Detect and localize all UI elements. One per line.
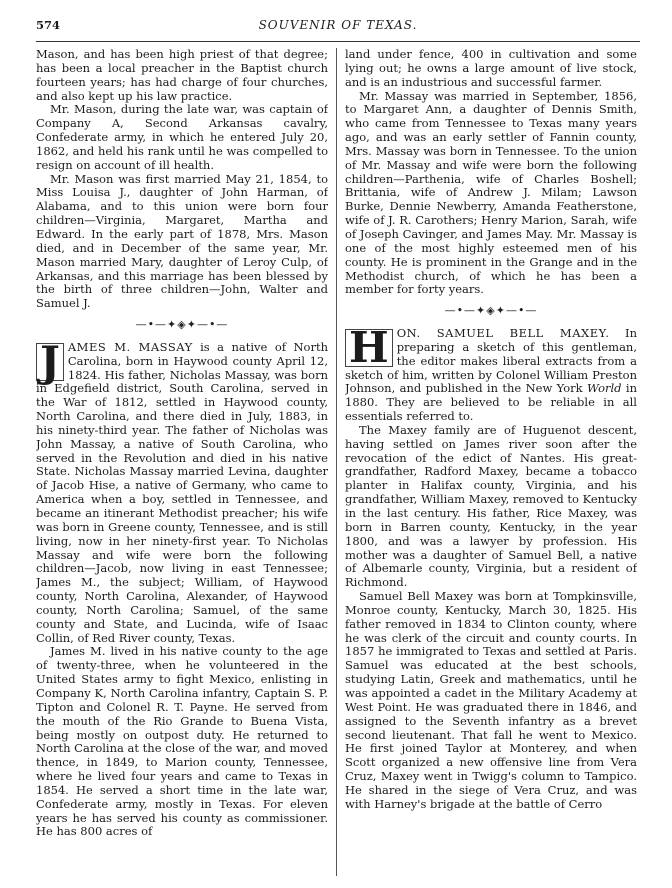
mason-paragraph-2: Mr. Mason, during the late war, was captain of Company A, Second Arkansas cavalry, Confederate army, in which he entered July 20, 1862, and held his rank until he was compelled to resign on account of ill health.: [36, 102, 328, 172]
massay-drop-cap: J: [36, 343, 64, 381]
running-title: SOUVENIR OF TEXAS.: [258, 18, 418, 32]
massay-paragraph-1: [36, 336, 328, 646]
maxey-paragraph-1-text-a: In preparing a sketch of this gentleman, the editor makes liberal extracts from a sketch of him, written by Colonel William Preston Johnson, and published in the New York: [345, 326, 637, 396]
section-ornament-2: —•—✦◈✦—•—: [444, 304, 538, 318]
page-number: 574: [36, 18, 61, 32]
column-divider: [336, 48, 337, 876]
right-column: [345, 48, 637, 878]
massay-heading: AMES M. MASSAY: [67, 339, 193, 354]
maxey-paragraph-1: [345, 323, 637, 424]
massay-paragraph-2: James M. lived in his native county to the age of twenty-three, when he volunteered in the United States army to fight Mexico, enlisting in Company K, North Carolina infantry, Captain S. P. Tipton and Colonel R. T. Payne. He served from the mouth of the Rio Grande to Buena Vista, being mostly on outpost duty. He returned to North Carolina at the close of the war, and moved thence, in 1849, to Marion county, Tennessee, where he lived four years and came to Texas in 1854. He served a short time in the late war, Confederate army, mostly in Texas. For eleven years he has served his county as commissioner. He has 800 acres of: [36, 644, 328, 839]
mason-paragraph-3: Mr. Mason was first married May 21, 1854, to Miss Louisa J., daughter of John Harman, of Alabama, and to this union were born four children—Virginia, Margaret, Martha and Edward. In the early part of 1878, Mrs. Mason died, and in December of the same year, Mr. Mason married Mary, daughter of Leroy Culp, of Arkansas, and this marriage has been blessed by the birth of three children—John, Walter and Samuel J.: [36, 171, 328, 311]
massay-paragraph-3: land under fence, 400 in cultivation and some lying out; he owns a large amount of live stock, and is an industrious and successful farmer.: [345, 48, 637, 89]
maxey-paragraph-1-text-b: in 1880. They are believed to be reliable in all essentials referred to.: [345, 381, 637, 424]
newspaper-title: World: [587, 381, 622, 396]
mason-paragraph-1: Mason, and has been high priest of that degree; has been a local preacher in the Baptist church fourteen years; has had charge of four churches, and also kept up his law practice.: [36, 48, 328, 103]
header-rule: [36, 41, 640, 42]
section-ornament: —•—✦◈✦—•—: [135, 318, 229, 332]
maxey-paragraph-3: Samuel Bell Maxey was born at Tompkinsville, Monroe county, Kentucky, March 30, 1825. His father removed in 1834 to Clinton county, where he was clerk of the circuit and county courts. In 1857 he immigrated to Texas and settled at Paris. Samuel was educated at the best schools, studying Latin, Greek and mathematics, until he was appointed a cadet in the Military Academy at West Point. He was graduated there in 1846, and assigned to the Seventh infantry as a brevet second lieutenant. That fall he went to Mexico. He first joined Taylor at Monterey, and when Scott organized a new offensive line from Vera Cruz, Maxey went in Twigg's column to Tampico. He shared in the siege of Vera Cruz, and was with Harney's brigade at the battle of Cerro: [345, 589, 637, 811]
maxey-heading: ON. SAMUEL BELL MAXEY.: [396, 326, 610, 341]
maxey-paragraph-2: The Maxey family are of Huguenot descent, having settled on James river soon after the revocation of the edict of Nantes. His great-grandfather, Radford Maxey, became a tobacco planter in Halifax county, Virginia, and his grandfather, William Maxey, removed to Kentucky in the last century. His father, Rice Maxey, was born in Barren county, Kentucky, in the year 1800, and was a lawyer by profession. His mother was a daughter of Samuel Bell, a native of Albemarle county, Virginia, but a resident of Richmond.: [345, 422, 637, 590]
massay-paragraph-1-text: is a native of North Carolina, born in Haywood county April 12, 1824. His father, Nicholas Massay, was born in Edgefield district, South Carolina, served in the War of 1812, settled in Haywood county, North Carolina, and there died in July, 1883, in his ninety-third year. The father of Nicholas was John Massay, a native of South Carolina, who served in the Revolution and died in his native State. Nicholas Massay married Levina, daughter of Jacob Hise, a native of Germany, who came to America when a boy, settled in Tennessee, and became an itinerant Methodist preacher; his wife was born in Greene county, Tennessee, and is still living, now in her ninety-first year. To Nicholas Massay and wife were born the following children—Jacob, now living in east Tennessee; James M., the subject; William, of Haywood county, North Carolina, Alexander, of Haywood county, North Carolina; Samuel, of the same county and State, and Lucinda, wife of Isaac Collin, of Red River county, Texas.: [36, 339, 328, 645]
maxey-drop-cap: H: [345, 329, 393, 367]
massay-paragraph-4: Mr. Massay was married in September, 1856, to Margaret Ann, a daughter of Dennis Smith, who came from Tennessee to Texas many years ago, and was an early settler of Fannin county, Mrs. Massay was born in Tennessee. To the union of Mr. Massay and wife were born the following children—Parthenia, wife of Charles Boshell; Brittania, wife of Andrew J. Milam; Lawson Burke, Dennie Newberry, Amanda Featherstone, wife of J. R. Carothers; Henry Marion, Sarah, wife of Joseph Cavinger, and James May. Mr. Massay is one of the most highly esteemed men of his county. He is prominent in the Grange and in the Methodist church, of which he has been a member for forty years.: [345, 88, 637, 297]
page-header: [36, 18, 640, 38]
left-column: [36, 48, 328, 878]
